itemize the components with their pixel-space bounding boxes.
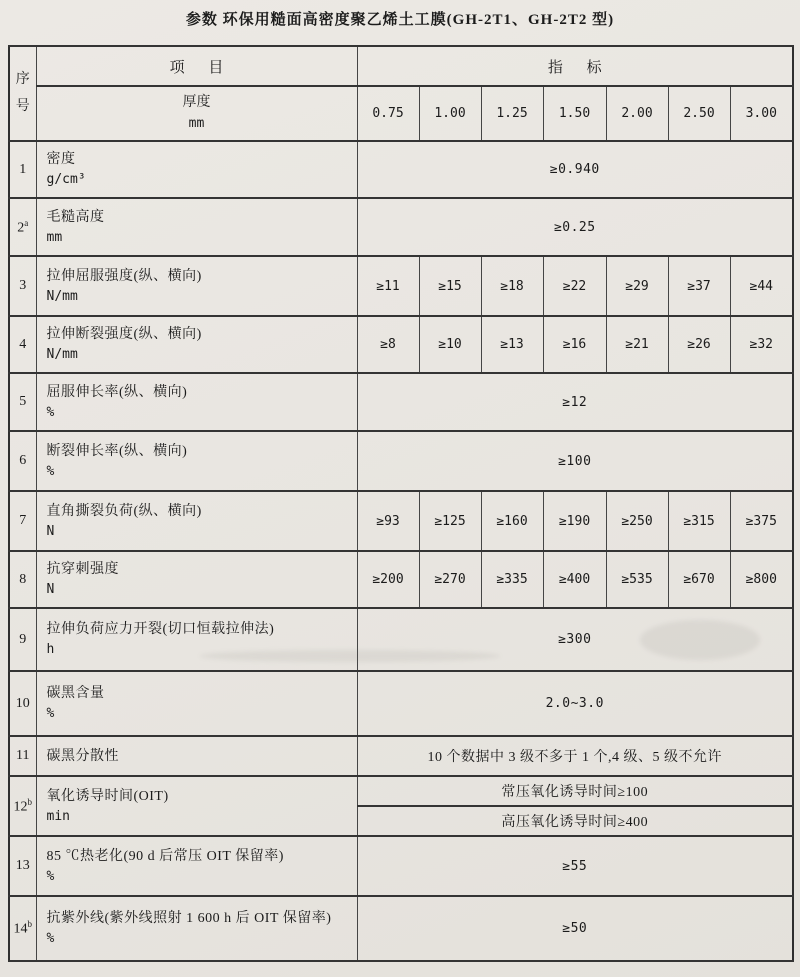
value-cell: ≥0.25	[357, 198, 793, 256]
item-name: 氧化诱导时间(OIT)	[46, 788, 169, 804]
thickness-value: 2.50	[668, 86, 730, 141]
value-cell: ≥22	[543, 256, 606, 316]
table-row	[9, 671, 793, 736]
row-number: 3	[9, 256, 36, 316]
value-cell: ≥55	[357, 836, 793, 896]
value-cell: ≥15	[419, 256, 481, 316]
item-cell	[36, 316, 357, 373]
item-unit: g/cm³	[46, 172, 86, 188]
table-header-row-2	[9, 86, 793, 141]
table-row	[9, 141, 793, 198]
thickness-value: 3.00	[730, 86, 793, 141]
item-name: 抗紫外线(紫外线照射 1 600 h 后 OIT 保留率)	[46, 911, 332, 927]
thickness-unit: mm	[188, 116, 205, 132]
row-number: 6	[9, 431, 36, 491]
scan-artifact	[640, 620, 760, 660]
value-cell: ≥335	[481, 551, 543, 608]
footnote-marker: b	[27, 796, 32, 807]
item-name: 屈服伸长率(纵、横向)	[46, 384, 188, 400]
item-name: 拉伸负荷应力开裂(切口恒载拉伸法)	[46, 622, 275, 638]
spec-table	[8, 45, 794, 962]
item-cell	[36, 671, 357, 736]
row-number: 1	[9, 141, 36, 198]
row-number: 11	[9, 736, 36, 776]
item-unit: %	[46, 868, 55, 884]
table-row	[9, 736, 793, 776]
value-cell: ≥100	[357, 431, 793, 491]
value-cell: 2.0~3.0	[357, 671, 793, 736]
item-name: 密度	[46, 152, 76, 168]
table-row	[9, 256, 793, 316]
thickness-header-cell	[36, 86, 357, 141]
item-cell	[36, 256, 357, 316]
value-cell: 高压氧化诱导时间≥400	[357, 806, 793, 836]
value-cell: ≥16	[543, 316, 606, 373]
footnote-marker: a	[24, 217, 29, 228]
table-row	[9, 373, 793, 431]
item-cell	[36, 896, 357, 961]
item-cell	[36, 198, 357, 256]
value-cell: ≥29	[606, 256, 668, 316]
row-number: 5	[9, 373, 36, 431]
row-number: 2$^a$	[9, 198, 36, 256]
value-cell: ≥200	[357, 551, 419, 608]
value-cell: ≥8	[357, 316, 419, 373]
table-row	[9, 836, 793, 896]
thickness-value: 2.00	[606, 86, 668, 141]
item-unit: N	[46, 582, 55, 598]
value-cell: ≥125	[419, 491, 481, 551]
item-unit: mm	[46, 229, 63, 245]
row-number: 8	[9, 551, 36, 608]
row-number: 9	[9, 608, 36, 671]
table-row	[9, 491, 793, 551]
value-cell: ≥800	[730, 551, 793, 608]
value-cell: ≥270	[419, 551, 481, 608]
value-cell: ≥190	[543, 491, 606, 551]
item-cell	[36, 141, 357, 198]
thickness-value: 1.50	[543, 86, 606, 141]
item-name: 85 ℃热老化(90 d 后常压 OIT 保留率)	[46, 848, 284, 864]
table-row	[9, 198, 793, 256]
value-cell: ≥32	[730, 316, 793, 373]
item-cell	[36, 776, 357, 836]
item-header-cell: 项 目	[36, 46, 357, 86]
item-cell	[36, 736, 357, 776]
value-cell: ≥375	[730, 491, 793, 551]
row-number: 12$^b$	[9, 776, 36, 836]
thickness-value: 1.25	[481, 86, 543, 141]
item-cell	[36, 431, 357, 491]
item-name: 碳黑含量	[46, 686, 105, 702]
value-cell: ≥400	[543, 551, 606, 608]
item-unit: min	[46, 808, 70, 824]
value-cell: ≥93	[357, 491, 419, 551]
item-unit: N	[46, 523, 55, 539]
item-name: 断裂伸长率(纵、横向)	[46, 443, 188, 459]
indicator-header-cell: 指 标	[357, 46, 793, 86]
item-unit: %	[46, 463, 55, 479]
thickness-value: 0.75	[357, 86, 419, 141]
item-unit: %	[46, 931, 55, 947]
value-cell: 10 个数据中 3 级不多于 1 个,4 级、5 级不允许	[357, 736, 793, 776]
row-number: 10	[9, 671, 36, 736]
table-row	[9, 896, 793, 961]
seq-header-cell: 序号	[9, 46, 36, 141]
item-name: 直角撕裂负荷(纵、横向)	[46, 503, 202, 519]
item-cell	[36, 836, 357, 896]
table-row	[9, 316, 793, 373]
item-unit: N/mm	[46, 347, 78, 363]
value-cell: ≥10	[419, 316, 481, 373]
item-unit: %	[46, 404, 55, 420]
item-unit: h	[46, 642, 55, 658]
table-row	[9, 551, 793, 608]
value-cell: ≥0.940	[357, 141, 793, 198]
value-cell: ≥160	[481, 491, 543, 551]
value-cell: ≥250	[606, 491, 668, 551]
item-cell	[36, 373, 357, 431]
value-cell: ≥315	[668, 491, 730, 551]
table-row	[9, 776, 793, 806]
value-cell: ≥12	[357, 373, 793, 431]
value-cell: 常压氧化诱导时间≥100	[357, 776, 793, 806]
row-number: 13	[9, 836, 36, 896]
item-name: 拉伸断裂强度(纵、横向)	[46, 327, 202, 343]
item-unit: N/mm	[46, 288, 78, 304]
value-cell: ≥11	[357, 256, 419, 316]
value-cell: ≥21	[606, 316, 668, 373]
thickness-value: 1.00	[419, 86, 481, 141]
value-cell: ≥50	[357, 896, 793, 961]
footnote-marker: b	[27, 919, 32, 930]
row-number: 7	[9, 491, 36, 551]
scan-artifact	[200, 650, 500, 662]
item-cell	[36, 551, 357, 608]
table-row	[9, 431, 793, 491]
row-number: 4	[9, 316, 36, 373]
thickness-label: 厚度	[182, 94, 211, 110]
item-name: 毛糙高度	[46, 209, 105, 225]
item-name: 抗穿刺强度	[46, 562, 119, 578]
value-cell: ≥13	[481, 316, 543, 373]
table-header-row-1	[9, 46, 793, 86]
item-name: 碳黑分散性	[46, 748, 119, 764]
item-cell	[36, 491, 357, 551]
item-name: 拉伸屈服强度(纵、横向)	[46, 268, 202, 284]
value-cell: ≥670	[668, 551, 730, 608]
value-cell: ≥300	[357, 608, 793, 671]
row-number: 14$^b$	[9, 896, 36, 961]
value-cell: ≥535	[606, 551, 668, 608]
item-unit: %	[46, 706, 55, 722]
value-cell: ≥44	[730, 256, 793, 316]
value-cell: ≥37	[668, 256, 730, 316]
value-cell: ≥26	[668, 316, 730, 373]
page-title: 参数 环保用糙面高密度聚乙烯土工膜(GH-2T1、GH-2T2 型)	[185, 12, 615, 28]
value-cell: ≥18	[481, 256, 543, 316]
